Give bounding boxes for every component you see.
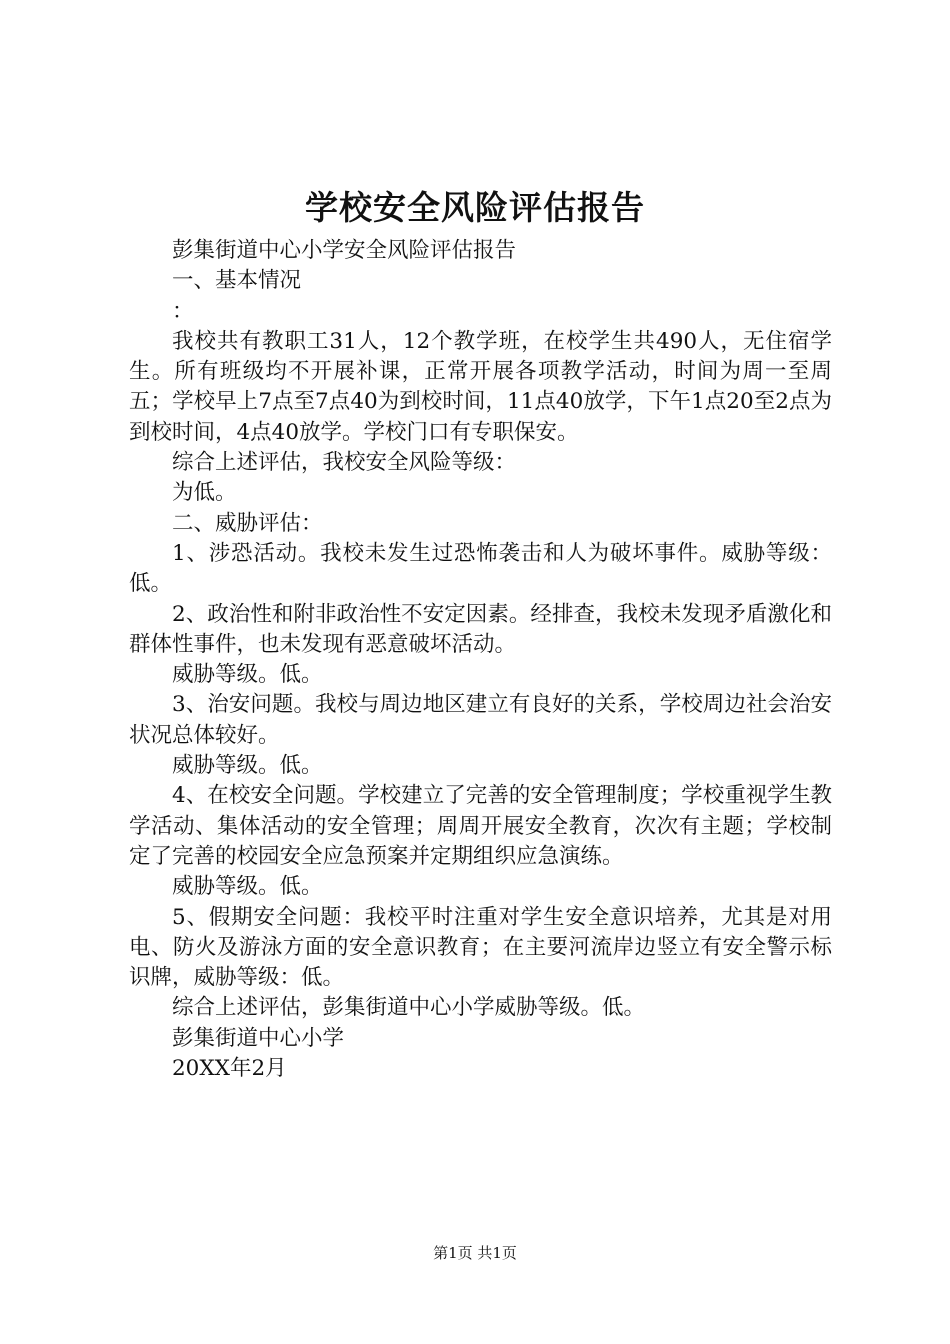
- page-footer: 第1页 共1页: [433, 1244, 517, 1262]
- paragraph-section-basic: 一、基本情况: [172, 268, 302, 294]
- paragraph-threat-2-level: 威胁等级。低。: [172, 662, 323, 688]
- paragraph-signature-date: 20XX年2月: [172, 1056, 287, 1082]
- paragraph-report-heading: 彭集街道中心小学安全风险评估报告: [172, 238, 517, 263]
- paragraph-risk-summary: 综合上述评估，我校安全风险等级：: [172, 450, 517, 476]
- paragraph-section-threat: 二、威胁评估：: [172, 510, 323, 536]
- paragraph-threat-3: 3、治安问题。我校与周边地区建立有良好的关系，学校周边社会治安状况总体较好。: [129, 692, 832, 748]
- paragraph-threat-4: 4、在校安全问题。学校建立了完善的安全管理制度；学校重视学生教学活动、集体活动的安全管理；周周开展安全教育，次次有主题；学校制定了完善的校园安全应急预案并定期组织应急演练。: [129, 783, 832, 869]
- paragraph-risk-level: 为低。: [172, 480, 237, 506]
- paragraph-threat-2: 2、政治性和附非政治性不安定因素。经排查，我校未发现矛盾激化和群体性事件，也未发现有恶意破坏活动。: [129, 601, 832, 657]
- paragraph-threat-4-level: 威胁等级。低。: [172, 874, 323, 900]
- paragraph-threat-5: 5、假期安全问题：我校平时注重对学生安全意识培养，尤其是对用电、防火及游泳方面的安全意识教育；在主要河流岸边竖立有安全警示标识牌，威胁等级：低。: [129, 904, 832, 991]
- paragraph-signature-school: 彭集街道中心小学: [172, 1025, 345, 1051]
- document-body: [129, 236, 832, 1084]
- paragraph-colon: ：: [172, 298, 194, 324]
- paragraph-basic-info: 我校共有教职工31人，12个教学班，在校学生共490人，无住宿学生。所有班级均不开展补课，正常开展各项教学活动，时间为周一至周五；学校早上7点至7点40为到校时间，11点40放学，下午1点20至2点为到校时间，4点40放学。学校门口有专职保安。: [129, 328, 832, 445]
- paragraph-threat-3-level: 威胁等级。低。: [172, 753, 323, 779]
- paragraph-conclusion: 综合上述评估，彭集街道中心小学威胁等级。低。: [172, 995, 646, 1021]
- paragraph-threat-1: 1、涉恐活动。我校未发生过恐怖袭击和人为破坏事件。威胁等级：低。: [129, 540, 832, 597]
- document-title: 学校安全风险评估报告: [305, 188, 645, 227]
